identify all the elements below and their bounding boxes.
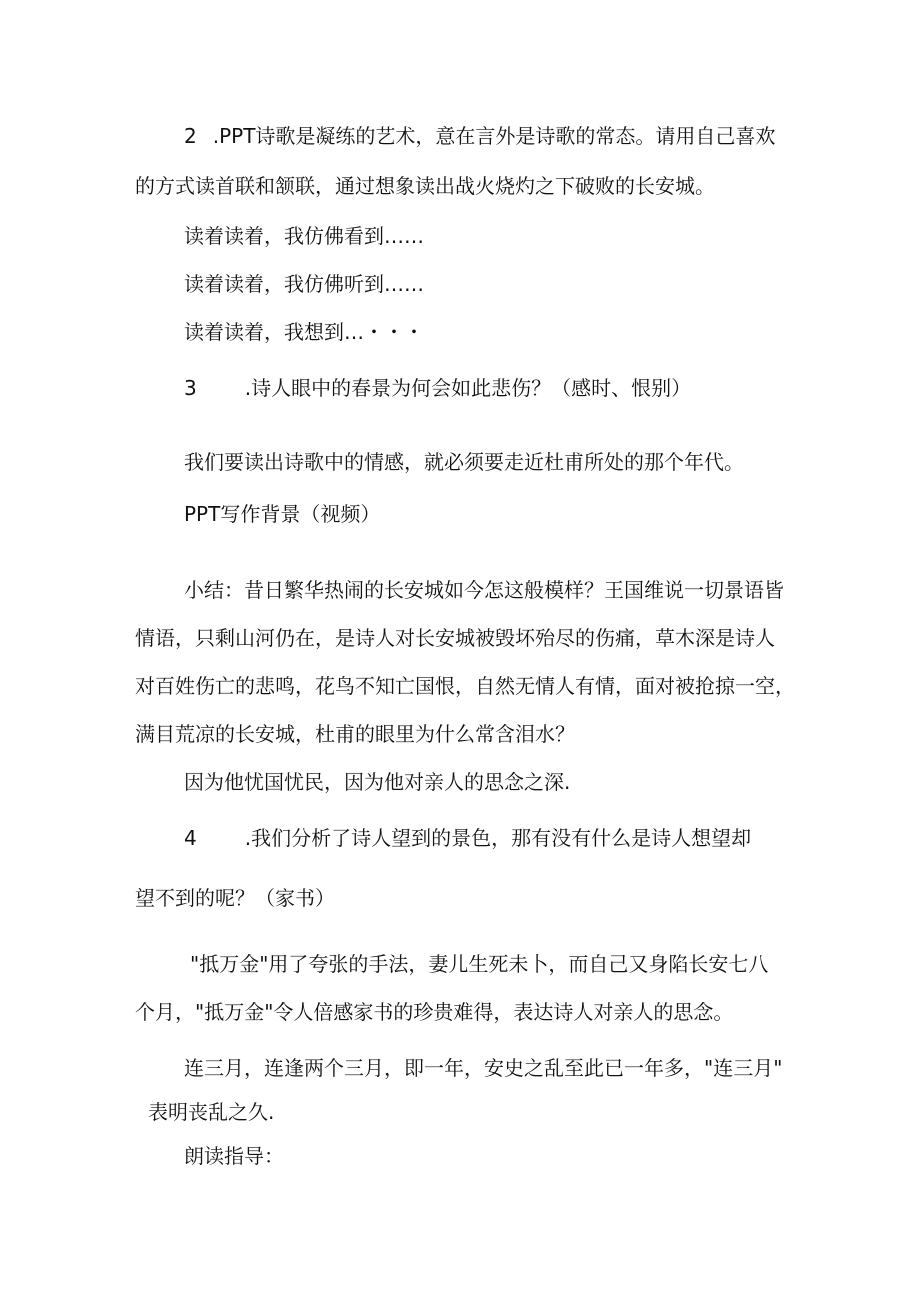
jiashu-line1: "抵万金"用了夸张的手法，妻儿生死未卜，而自己又身陷长安七八 bbox=[190, 952, 769, 976]
item4-number: 4 bbox=[184, 826, 197, 850]
prompt-think: 读着读着，我想到…・・・ bbox=[184, 320, 424, 344]
ppt-background: PPT写作背景（视频） bbox=[184, 502, 381, 526]
item2-line1 bbox=[184, 122, 775, 150]
item2-number: 2 bbox=[184, 124, 197, 148]
item3-number: 3 bbox=[184, 376, 197, 400]
prompt-hear: 读着读着，我仿佛听到…… bbox=[184, 272, 424, 296]
answer-line: 因为他忧国忧民，因为他对亲人的思念之深. bbox=[184, 770, 571, 794]
item4-text: .我们分析了诗人望到的景色，那有没有什么是诗人想望却 bbox=[244, 826, 752, 850]
summary-line3: 对百姓伤亡的悲鸣，花鸟不知亡国恨，自然无情人有情，面对被抢掠一空， bbox=[135, 674, 795, 698]
item3-line bbox=[184, 374, 691, 402]
item3-text: .诗人眼中的春景为何会如此悲伤？（感时、恨别） bbox=[244, 376, 692, 400]
liansanyue-line2: 表明丧乱之久. bbox=[148, 1100, 275, 1124]
summary-line1: 小结：昔日繁华热闹的长安城如今怎这般模样？王国维说一切景语皆 bbox=[184, 578, 784, 602]
item4-line2: 望不到的呢？（家书） bbox=[135, 886, 335, 910]
item4-line1 bbox=[184, 824, 751, 852]
liansanyue-line1: 连三月，连逢两个三月，即一年，安史之乱至此已一年多，"连三月" bbox=[184, 1056, 783, 1080]
paragraph-era: 我们要读出诗歌中的情感，就必须要走近杜甫所处的那个年代。 bbox=[184, 450, 744, 474]
reading-guide: 朗读指导： bbox=[184, 1144, 284, 1168]
prompt-see: 读着读着，我仿佛看到…… bbox=[184, 224, 424, 248]
item2-line2: 的方式读首联和颔联，通过想象读出战火烧灼之下破败的长安城。 bbox=[135, 174, 715, 198]
summary-line2: 情语，只剩山河仍在，是诗人对长安城被毁坏殆尽的伤痛，草木深是诗人 bbox=[135, 626, 775, 650]
summary-line4: 满目荒凉的长安城，杜甫的眼里为什么常含泪水？ bbox=[135, 722, 575, 746]
item2-text: .PPT诗歌是凝练的艺术，意在言外是诗歌的常态。请用自己喜欢 bbox=[212, 124, 776, 148]
jiashu-line2: 个月，"抵万金"令人倍感家书的珍贵难得，表达诗人对亲人的思念。 bbox=[135, 1000, 734, 1024]
